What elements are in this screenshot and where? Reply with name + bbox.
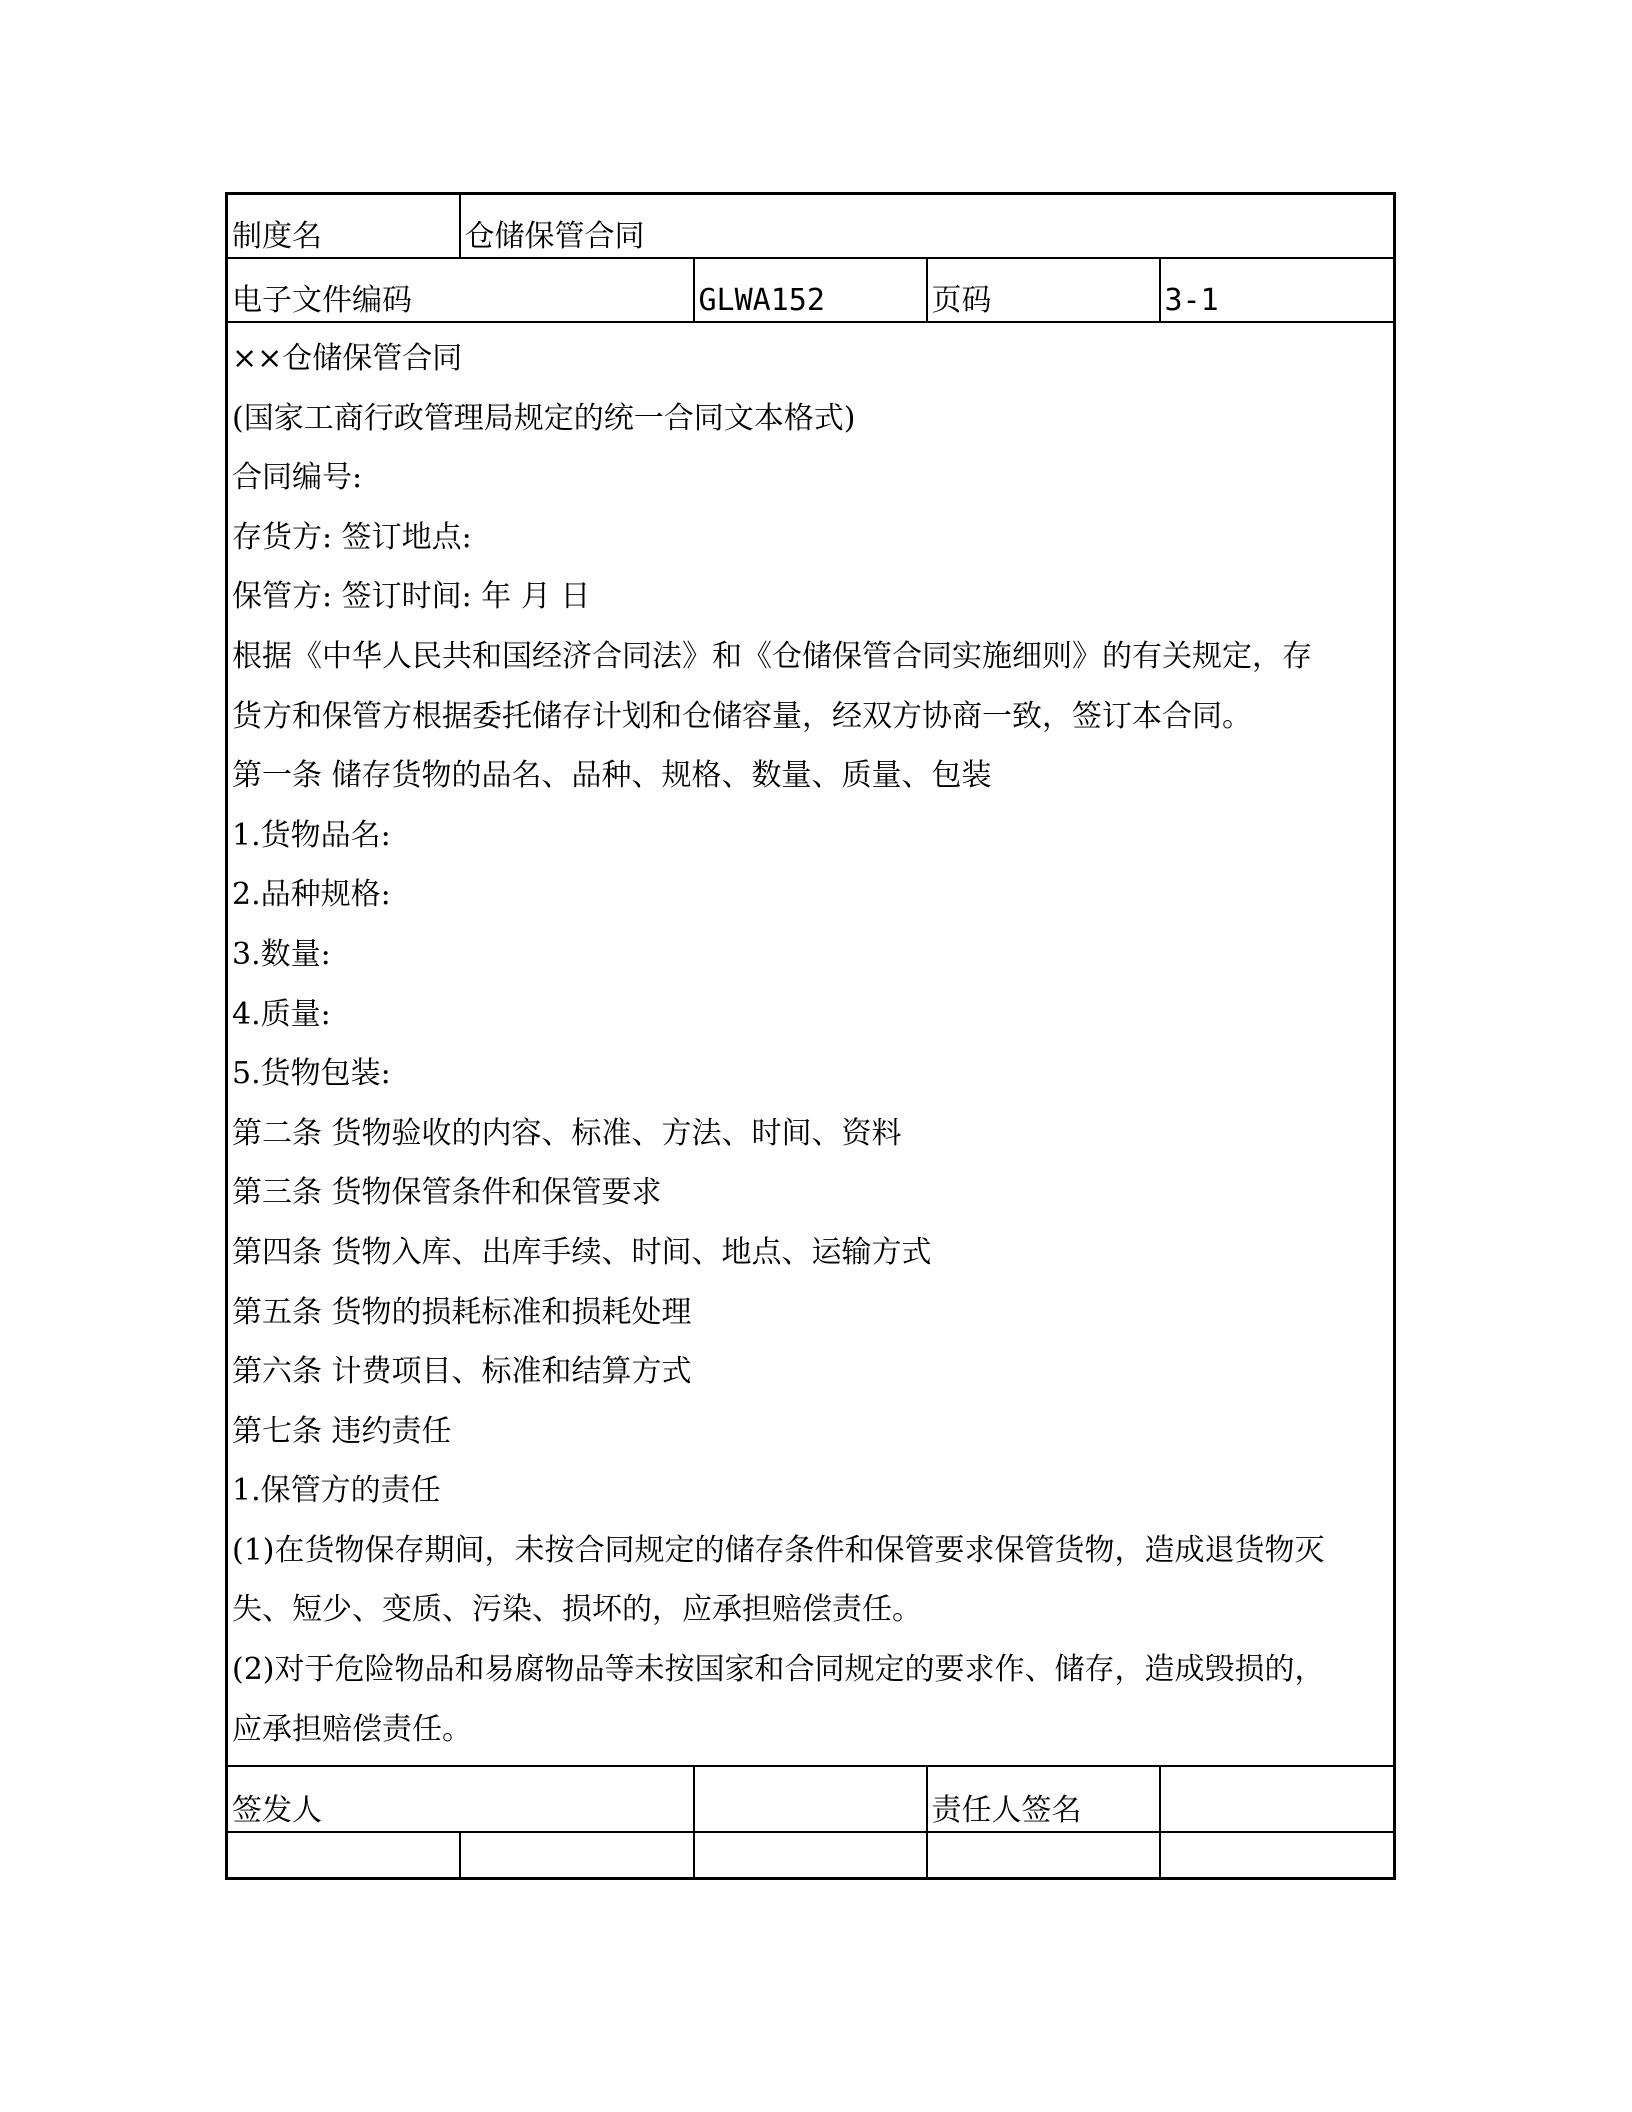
- article-6-heading: 第六条 计费项目、标准和结算方式: [232, 1354, 692, 1390]
- preamble-line-2: 货方和保管方根据委托储存计划和仓储容量，经双方协商一致，签订本合同。: [232, 698, 1252, 734]
- contract-title: ××仓储保管合同: [232, 341, 463, 376]
- signature-row: [227, 1766, 1395, 1832]
- contract-number-line: 合同编号:: [232, 460, 363, 496]
- document-table: [225, 192, 1396, 1880]
- article-4-heading: 第四条 货物入库、出库手续、时间、地点、运输方式: [232, 1234, 932, 1270]
- policy-name-value: 仓储保管合同: [460, 194, 1395, 259]
- empty-cell: [227, 1832, 460, 1879]
- article-7-clause-2-line-1: (2)对于危险物品和易腐物品等未按国家和合同规定的要求作、储存，造成毁损的，: [232, 1652, 1325, 1688]
- custodian-line: 保管方: 签订时间: 年 月 日: [232, 579, 591, 615]
- preamble-line-1: 根据《中华人民共和国经济合同法》和《仓储保管合同实施细则》的有关规定，存: [232, 638, 1312, 674]
- article-1-item-1: 1.货物品名:: [232, 817, 391, 853]
- article-5-heading: 第五条 货物的损耗标准和损耗处理: [232, 1294, 692, 1330]
- empty-cell: [927, 1832, 1160, 1879]
- file-code-label: 电子文件编码: [227, 258, 694, 322]
- responsible-label: 责任人签名: [927, 1766, 1160, 1832]
- article-1-item-5: 5.货物包装:: [232, 1056, 391, 1092]
- article-7-clause-1-line-1: (1)在货物保存期间，未按合同规定的储存条件和保管要求保管货物，造成退货物灭: [232, 1532, 1325, 1568]
- article-7-item-1: 1.保管方的责任: [232, 1473, 441, 1509]
- article-7-clause-2-line-2: 应承担赔偿责任。: [232, 1711, 472, 1747]
- responsible-value: [1160, 1766, 1395, 1832]
- file-code-value: GLWA152: [694, 258, 927, 322]
- article-1-item-3: 3.数量:: [232, 936, 331, 972]
- depositor-line: 存货方: 签订地点:: [232, 519, 472, 555]
- issuer-value: [694, 1766, 927, 1832]
- contract-body: [227, 322, 1395, 1766]
- page-label: 页码: [927, 258, 1160, 322]
- empty-cell: [1160, 1832, 1395, 1879]
- issuer-label: 签发人: [227, 1766, 694, 1832]
- page-value: 3-1: [1160, 258, 1395, 322]
- article-1-heading: 第一条 储存货物的品名、品种、规格、数量、质量、包装: [232, 758, 992, 794]
- empty-row: [227, 1832, 1395, 1879]
- empty-cell: [694, 1832, 927, 1879]
- article-2-heading: 第二条 货物验收的内容、标准、方法、时间、资料: [232, 1115, 902, 1151]
- contract-body-row: [227, 322, 1395, 1766]
- article-7-clause-1-line-2: 失、短少、变质、污染、损坏的，应承担赔偿责任。: [232, 1592, 922, 1628]
- article-3-heading: 第三条 货物保管条件和保管要求: [232, 1175, 662, 1211]
- article-7-heading: 第七条 违约责任: [232, 1413, 452, 1449]
- contract-subtitle: (国家工商行政管理局规定的统一合同文本格式): [232, 400, 856, 436]
- file-code-row: [227, 258, 1395, 322]
- article-1-item-2: 2.品种规格:: [232, 877, 391, 913]
- empty-cell: [460, 1832, 694, 1879]
- policy-name-row: [227, 194, 1395, 259]
- policy-name-label: 制度名: [227, 194, 460, 259]
- article-1-item-4: 4.质量:: [232, 996, 331, 1032]
